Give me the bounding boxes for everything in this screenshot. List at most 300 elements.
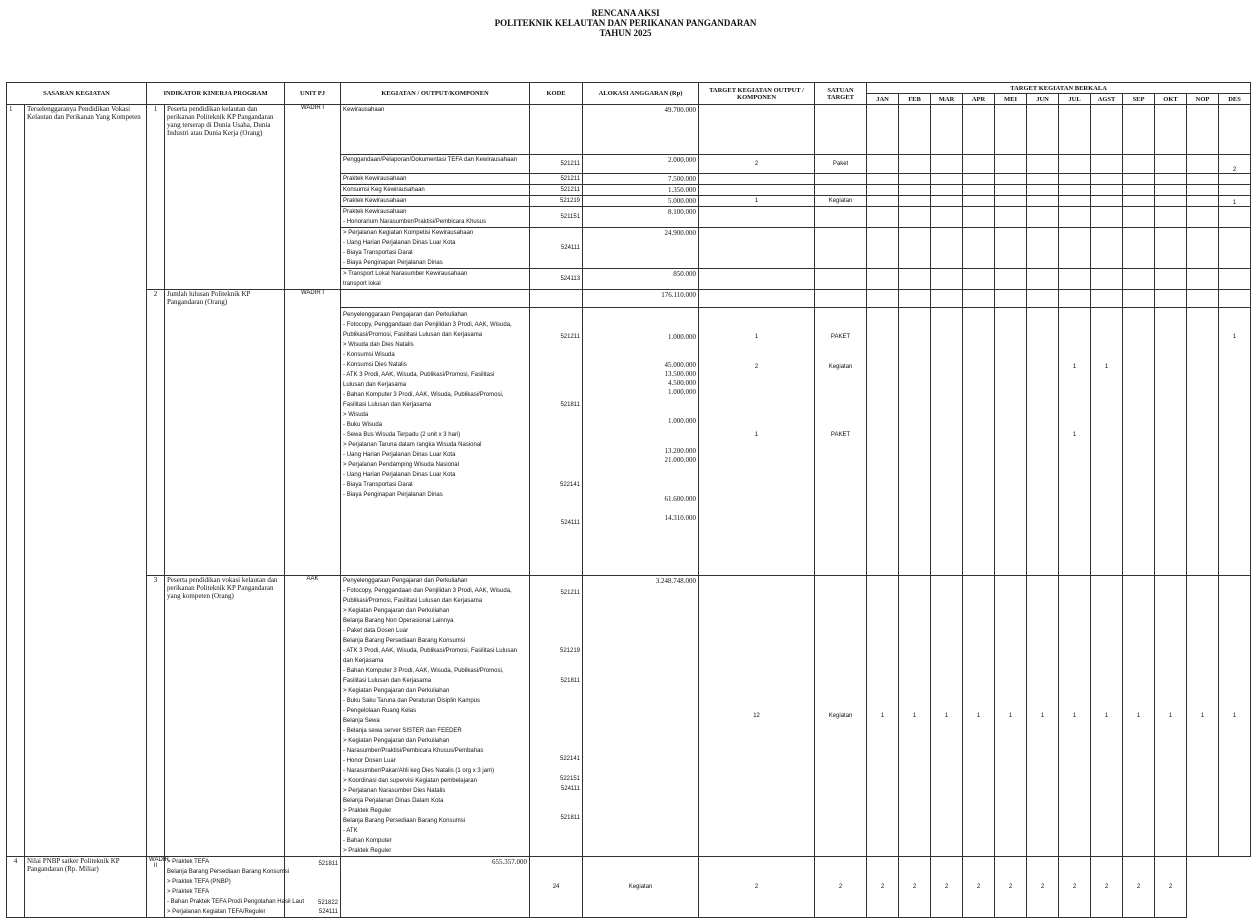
target-value: 12 [699, 576, 815, 857]
kegiatan-line: - Sewa Bus Wisuda Terpadu (2 unit x 3 hari) [343, 432, 461, 438]
month-cell-okt: 2 [1091, 857, 1123, 918]
target-value [699, 290, 815, 308]
month-cell-mei [995, 105, 1027, 155]
kegiatan-line: - Bahan Komputer 3 Prodi, AAK, Wisuda, Publikasi/Promosi, [343, 668, 504, 674]
month-cell-okt: 1 [1155, 576, 1187, 857]
kode-value: 521811 [560, 815, 581, 821]
month-cell-jan [867, 308, 899, 576]
kegiatan-line: Praktek Kewirausahaan [343, 198, 407, 204]
month-cell-apr: 1 [963, 576, 995, 857]
target-value: 1 [699, 196, 815, 207]
month-value: 1 [1072, 432, 1077, 438]
kegiatan-line: - Fotocopy, Penggandaan dan Penjilidan 3 Prodi, AAK, Wisuda, [343, 322, 512, 328]
kegiatan-line: - Biaya Transportasi Darat [343, 482, 413, 488]
month-cell-mar: 1 [931, 576, 963, 857]
month-cell-sep [1123, 308, 1155, 576]
month-cell-sep: 2 [1059, 857, 1091, 918]
kegiatan-line: - Narasumber/Praktisi/Pembicara Khusus/Pembahas [343, 748, 484, 754]
col-berkala: TARGET KEGIATAN BERKALA [867, 83, 1251, 94]
kode-cell [530, 290, 583, 308]
month-cell-nop: 2 [1123, 857, 1155, 918]
month-cell-jul [1059, 290, 1091, 308]
kegiatan-line: - Biaya Transportasi Darat [343, 250, 413, 256]
month-cell-apr [963, 290, 995, 308]
kegiatan-cell [341, 269, 530, 290]
satuan-value: Paket [815, 155, 867, 174]
satuan-value: Kegiatan [583, 857, 699, 918]
kegiatan-line: > Wisuda [343, 412, 369, 418]
kode-cell [530, 576, 583, 857]
sasaran-number: 1 [7, 105, 25, 857]
month-cell-agst [1091, 207, 1123, 228]
month-cell-mar [931, 185, 963, 196]
month-value: 1 [1104, 364, 1109, 370]
kegiatan-line: - Buku Wisuda [343, 422, 383, 428]
month-cell-jan [867, 174, 899, 185]
month-cell-apr: 2 [899, 857, 931, 918]
kegiatan-line: Belanja Barang Non Operasional Lainnya [343, 618, 454, 624]
month-cell-okt [1155, 269, 1187, 290]
kegiatan-line: > Perjalanan Kegiatan Kompetisi Kewirausahaan [343, 230, 474, 236]
month-cell-apr [963, 185, 995, 196]
kode-value: 524111 [560, 245, 581, 251]
month-cell-des: 2 [1155, 857, 1187, 918]
kegiatan-line: > Praktek TEFA [167, 859, 210, 865]
month-cell-jun [1027, 290, 1059, 308]
kode-value: 522151 [560, 776, 581, 782]
month-cell-feb [899, 196, 931, 207]
doc-year: TAHUN 2025 [599, 28, 652, 38]
month-cell-agst [1091, 196, 1123, 207]
col-month-nop: NOP [1187, 94, 1219, 105]
kegiatan-cell [341, 185, 530, 196]
kegiatan-line: - Bahan Komputer [343, 838, 392, 844]
month-cell-feb [899, 308, 931, 576]
kegiatan-line: > Praktek TEFA [167, 889, 210, 895]
month-cell-des [1219, 174, 1251, 185]
kode-value: 524113 [560, 276, 581, 282]
satuan-value [815, 290, 867, 308]
kegiatan-line: > Wisuda dan Dies Natalis [343, 342, 414, 348]
kode-value: 521811 [318, 861, 339, 867]
kegiatan-line: > Kegiatan Pengajaran dan Perkuliahan [343, 608, 450, 614]
month-cell-sep [1123, 185, 1155, 196]
col-month-jan: JAN [867, 94, 899, 105]
satuan-value: Kegiatan [815, 196, 867, 207]
month-cell-jun [1027, 228, 1059, 269]
month-cell-jan [867, 269, 899, 290]
kegiatan-line: > Praktek TEFA (PNBP) [167, 879, 231, 885]
kegiatan-line: Fasilitasi Lulusan dan Kerjasama [343, 402, 432, 408]
kegiatan-line: transport lokal [343, 281, 381, 287]
col-sasaran: SASARAN KEGIATAN [7, 83, 147, 105]
month-cell-jul [1059, 269, 1091, 290]
month-cell-sep [1123, 105, 1155, 155]
month-cell-okt [1155, 155, 1187, 174]
month-cell-agst [1091, 174, 1123, 185]
col-unit: UNIT PJ [285, 83, 341, 105]
month-cell-mei: 1 [995, 576, 1027, 857]
indikator-text: Peserta pendidikan vokasi kelautan dan perikanan Politeknik KP Pangandaran yang kompeten (Orang) [165, 576, 285, 857]
kegiatan-line: Praktek Kewirausahaan [343, 176, 407, 182]
month-cell-okt [1155, 290, 1187, 308]
month-cell-feb [899, 228, 931, 269]
month-cell-agst [1091, 155, 1123, 174]
month-cell-mei: 2 [931, 857, 963, 918]
month-cell-nop: 1 [1187, 576, 1219, 857]
indikator-number: 4 [7, 857, 25, 918]
month-cell-des [1219, 207, 1251, 228]
kode-value: 521811 [560, 402, 581, 408]
month-cell-des [1219, 105, 1251, 155]
kegiatan-line: - Honor Dosen Luar [343, 758, 396, 764]
kode-value: 521219 [560, 198, 581, 204]
table-row [7, 290, 1251, 308]
alokasi-cell [583, 308, 699, 576]
month-cell-jun [1027, 308, 1059, 576]
kegiatan-line: Praktek Kewirausahaan [343, 209, 407, 215]
col-month-jul: JUL [1059, 94, 1091, 105]
kegiatan-line: - ATK 3 Prodi, AAK, Wisuda, Publikasi/Promosi, Fasilitasi [343, 372, 495, 378]
kegiatan-line: Penyelenggaraan Pengajaran dan Perkuliahan [343, 312, 468, 318]
month-cell-mar [931, 155, 963, 174]
kegiatan-cell [341, 308, 530, 576]
kegiatan-line: Belanja Barang Persediaan Barang Konsumsi [167, 869, 290, 875]
kegiatan-line: Belanja Sewa [343, 718, 380, 724]
alokasi-cell [583, 228, 699, 269]
month-cell-mar: 2 [867, 857, 899, 918]
month-cell-mei [995, 290, 1027, 308]
month-cell-des [1219, 290, 1251, 308]
month-cell-jan [867, 196, 899, 207]
month-cell-mar [931, 196, 963, 207]
month-cell-jun [1027, 269, 1059, 290]
alokasi-cell [583, 185, 699, 196]
kegiatan-line: > Transport Lokal Narasumber Kewirausahaan [343, 271, 468, 277]
kegiatan-line: > Perjalanan Pendamping Wisuda Nasional [343, 462, 459, 468]
month-cell-feb [899, 185, 931, 196]
kegiatan-line: - Buku Saku Taruna dan Peraturan Disiplin Kampus [343, 698, 480, 704]
alokasi-cell [341, 857, 530, 918]
month-cell-sep [1123, 207, 1155, 228]
kegiatan-line: Penyelenggaraan Pengajaran dan Perkuliahan [343, 578, 468, 584]
alokasi-value: 13.200.000 [664, 447, 697, 455]
month-cell-mei [995, 207, 1027, 228]
alokasi-value: 45.000.000 [664, 361, 697, 369]
month-cell-jul [1059, 174, 1091, 185]
col-kegiatan: KEGIATAN / OUTPUT/KOMPONEN [341, 83, 530, 105]
kegiatan-line: - Uang Harian Perjalanan Dinas Luar Kota [343, 452, 456, 458]
month-cell-mar [931, 174, 963, 185]
doc-institution: POLITEKNIK KELAUTAN DAN PERIKANAN PANGANDARAN [494, 18, 757, 28]
satuan-value [815, 207, 867, 228]
target-value [699, 207, 815, 228]
month-cell-jul [1059, 308, 1091, 576]
kegiatan-line: - Konsumsi Dies Natalis [343, 362, 407, 368]
kegiatan-line: - ATK [343, 828, 358, 834]
alokasi-cell [583, 105, 699, 155]
month-cell-jan [867, 207, 899, 228]
kegiatan-line: Penggandaan/Pelaporan/Dokumentasi TEFA dan Kewirausahaan [343, 157, 518, 163]
month-cell-agst [1091, 228, 1123, 269]
target-value [699, 174, 815, 185]
alokasi-value: 4.500.000 [668, 379, 697, 387]
kode-cell [530, 207, 583, 228]
kegiatan-line: Fasilitasi Lulusan dan Kerjasama [343, 678, 432, 684]
col-satuan: SATUAN TARGET [815, 83, 867, 105]
col-month-agst: AGST [1091, 94, 1123, 105]
month-cell-jul [1059, 105, 1091, 155]
month-cell-jan: 1 [867, 576, 899, 857]
month-cell-mar [931, 290, 963, 308]
kegiatan-line: > Perjalanan Kegiatan TEFA/Reguler [167, 909, 266, 915]
month-cell-jun [1027, 105, 1059, 155]
col-kode: KODE [530, 83, 583, 105]
alokasi-value: 1.000.000 [668, 333, 697, 341]
kegiatan-line: Belanja Barang Persediaan Barang Konsumsi [343, 638, 466, 644]
alokasi-value: 1.000.000 [668, 388, 697, 396]
satuan-value [815, 228, 867, 269]
month-cell-jan [867, 228, 899, 269]
alokasi-value: 7.500.000 [668, 175, 697, 183]
kegiatan-line: Konsumsi Keg Kewirausahaan [343, 187, 425, 193]
month-cell-apr [963, 105, 995, 155]
kegiatan-cell [341, 228, 530, 269]
month-cell-nop [1187, 228, 1219, 269]
month-value: 1 [1072, 364, 1077, 370]
satuan-value: PAKET [830, 432, 851, 438]
col-month-apr: APR [963, 94, 995, 105]
month-cell-des [1219, 308, 1251, 576]
target-value: 1 [754, 432, 759, 438]
month-cell-jun [1027, 185, 1059, 196]
alokasi-value: 14.310.000 [664, 514, 697, 522]
month-cell-okt [1155, 228, 1187, 269]
alokasi-value: 49.700.000 [664, 106, 697, 114]
month-cell-jul [1059, 228, 1091, 269]
month-cell-feb [899, 207, 931, 228]
kode-value: 521211 [560, 334, 581, 340]
kegiatan-line: Lulusan dan Kerjasama [343, 382, 407, 388]
unit-pj: AAK [285, 576, 341, 857]
kegiatan-line: - Honorarium Narasumber/Praktisi/Pembicara Khusus [343, 219, 487, 225]
unit-pj: WADIR I [285, 105, 341, 290]
alokasi-cell [583, 290, 699, 308]
alokasi-cell [583, 269, 699, 290]
indikator-number: 1 [147, 105, 165, 290]
month-cell-okt [1155, 207, 1187, 228]
month-cell-mei [995, 155, 1027, 174]
month-cell-sep [1123, 228, 1155, 269]
kode-value: 521822 [318, 900, 339, 906]
kegiatan-line: - Biaya Penginapan Perjalanan Dinas [343, 492, 443, 498]
kegiatan-line: - Paket data Dosen Luar [343, 628, 409, 634]
alokasi-cell [583, 155, 699, 174]
satuan-value [815, 269, 867, 290]
kode-cell [530, 105, 583, 155]
kode-value: 521211 [560, 161, 581, 167]
month-cell-mar [931, 105, 963, 155]
kegiatan-cell [341, 207, 530, 228]
kegiatan-line: > Koordinasi dan supervisi Kegiatan pembelajaran [343, 778, 477, 784]
kode-value: 521211 [560, 176, 581, 182]
month-cell-jul [1059, 155, 1091, 174]
target-value [699, 105, 815, 155]
kegiatan-cell [341, 155, 530, 174]
month-cell-nop [1187, 207, 1219, 228]
month-cell-sep [1123, 269, 1155, 290]
month-cell-jan [867, 290, 899, 308]
col-month-jun: JUN [1027, 94, 1059, 105]
month-cell-agst: 1 [1091, 576, 1123, 857]
month-cell-sep [1123, 290, 1155, 308]
target-cell [699, 308, 815, 576]
month-cell-apr [963, 269, 995, 290]
col-month-mei: MEI [995, 94, 1027, 105]
target-value: 2 [699, 155, 815, 174]
month-cell-mar [931, 207, 963, 228]
target-value [699, 269, 815, 290]
satuan-cell [815, 308, 867, 576]
month-cell-agst [1091, 185, 1123, 196]
kegiatan-cell [165, 857, 304, 918]
month-cell-jan [867, 105, 899, 155]
kegiatan-line: > Perjalanan Taruna dalam rangka Wisuda Nasional [343, 442, 482, 448]
alokasi-value: 21.000.000 [664, 456, 697, 464]
alokasi-cell [583, 576, 699, 857]
kode-cell [530, 228, 583, 269]
target-value: 24 [530, 857, 583, 918]
month-cell-mei [995, 269, 1027, 290]
kegiatan-line: Belanja Barang Persediaan Barang Konsumsi [343, 818, 466, 824]
kode-cell [530, 269, 583, 290]
alokasi-total: 655.357.000 [492, 858, 528, 866]
month-cell-jun: 1 [1027, 576, 1059, 857]
month-cell-feb: 1 [899, 576, 931, 857]
month-cell-jan: 2 [699, 857, 815, 918]
indikator-text: Jumlah lulusan Politeknik KP Pangandaran (Orang) [165, 290, 285, 576]
satuan-value [815, 105, 867, 155]
kode-cell [285, 857, 341, 918]
indikator-text: Peserta pendidikan kelautan dan perikanan Politeknik KP Pangandaran yang terserap di Dunia Usaha, Dunia Industri atau Dunia Kerja (Orang) [165, 105, 285, 290]
month-cell-apr [963, 228, 995, 269]
month-cell-des: 2 [1219, 155, 1251, 174]
month-value: 1 [1232, 334, 1237, 340]
month-cell-jun [1027, 174, 1059, 185]
alokasi-cell [583, 174, 699, 185]
month-cell-nop [1187, 308, 1219, 576]
kode-value: 521811 [560, 678, 581, 684]
alokasi-value: 1.000.000 [668, 417, 697, 425]
month-cell-jan [867, 185, 899, 196]
kode-cell [530, 185, 583, 196]
month-cell-jun [1027, 207, 1059, 228]
month-cell-jun [1027, 196, 1059, 207]
month-cell-des [1219, 228, 1251, 269]
rencana-aksi-table [6, 82, 1251, 918]
col-indikator: INDIKATOR KINERJA PROGRAM [147, 83, 285, 105]
indikator-text: Nilai PNBP satker Politeknik KP Pangandaran (Rp. Miliar) [25, 857, 147, 918]
kode-value: 522141 [560, 756, 581, 762]
month-cell-agst [1091, 269, 1123, 290]
month-cell-des [1219, 269, 1251, 290]
alokasi-value: 13.500.000 [664, 370, 697, 378]
kegiatan-line: Kewirausahaan [343, 107, 385, 113]
month-cell-sep [1123, 196, 1155, 207]
alokasi-value: 850.000 [673, 270, 697, 278]
month-cell-sep [1123, 155, 1155, 174]
kode-value: 524111 [560, 520, 581, 526]
satuan-value [815, 174, 867, 185]
kode-value: 521211 [560, 590, 581, 596]
kode-cell [530, 308, 583, 576]
month-cell-des [1219, 185, 1251, 196]
kegiatan-cell [341, 196, 530, 207]
month-cell-okt [1155, 105, 1187, 155]
kegiatan-line: - Biaya Penginapan Perjalanan Dinas [343, 260, 443, 266]
col-month-okt: OKT [1155, 94, 1187, 105]
month-cell-okt [1155, 196, 1187, 207]
month-cell-nop [1187, 269, 1219, 290]
kode-value: 524111 [318, 909, 339, 915]
month-cell-apr [963, 308, 995, 576]
col-month-feb: FEB [899, 94, 931, 105]
kegiatan-line: > Perjalanan Narasumber Dies Natalis [343, 788, 446, 794]
month-cell-feb [899, 290, 931, 308]
kegiatan-line: > Kegiatan Pengajaran dan Perkuliahan [343, 738, 450, 744]
kode-value: 521151 [560, 214, 581, 220]
month-cell-nop [1187, 185, 1219, 196]
sasaran-text: Terselenggaranya Pendidikan Vokasi Kelautan dan Perikanan Yang Kompeten [25, 105, 147, 857]
month-cell-sep: 1 [1123, 576, 1155, 857]
indikator-number: 2 [147, 290, 165, 576]
kegiatan-cell [341, 105, 530, 155]
month-cell-okt [1155, 308, 1187, 576]
kegiatan-line: > Praktek Reguler [343, 808, 392, 814]
kode-value: 522141 [560, 482, 581, 488]
alokasi-total: 3.248.748.000 [655, 577, 697, 585]
table-row [7, 576, 1251, 857]
month-cell-mar [931, 308, 963, 576]
month-cell-feb [899, 155, 931, 174]
satuan-value [815, 185, 867, 196]
month-cell-apr [963, 155, 995, 174]
satuan-value: Kegiatan [815, 576, 867, 857]
kegiatan-line: dan Kerjasama [343, 658, 384, 664]
month-cell-mar [931, 269, 963, 290]
kode-value: 524111 [560, 786, 581, 792]
kegiatan-line: Publikasi/Promosi, Fasilitasi Lulusan dan Kerjasama [343, 598, 483, 604]
month-cell-okt [1155, 174, 1187, 185]
col-month-mar: MAR [931, 94, 963, 105]
month-cell-des: 1 [1219, 576, 1251, 857]
alokasi-value: 61.600.000 [664, 495, 697, 503]
kegiatan-cell [341, 174, 530, 185]
month-cell-jul: 2 [995, 857, 1027, 918]
month-cell-des: 1 [1219, 196, 1251, 207]
kegiatan-line: - Bahan Komputer 3 Prodi, AAK, Wisuda, Publikasi/Promosi, [343, 392, 504, 398]
month-cell-feb [899, 269, 931, 290]
satuan-value: PAKET [830, 334, 851, 340]
kegiatan-line: Publikasi/Promosi, Fasilitasi Lulusan dan Kerjasama [343, 332, 483, 338]
month-cell-nop [1187, 105, 1219, 155]
alokasi-value: 5.000.000 [668, 197, 697, 205]
kegiatan-line: - Uang Harian Perjalanan Dinas Luar Kota [343, 240, 456, 246]
alokasi-value: 8.100.000 [668, 208, 697, 216]
kode-cell [530, 155, 583, 174]
indikator-number: 3 [147, 576, 165, 857]
month-cell-mei [995, 308, 1027, 576]
